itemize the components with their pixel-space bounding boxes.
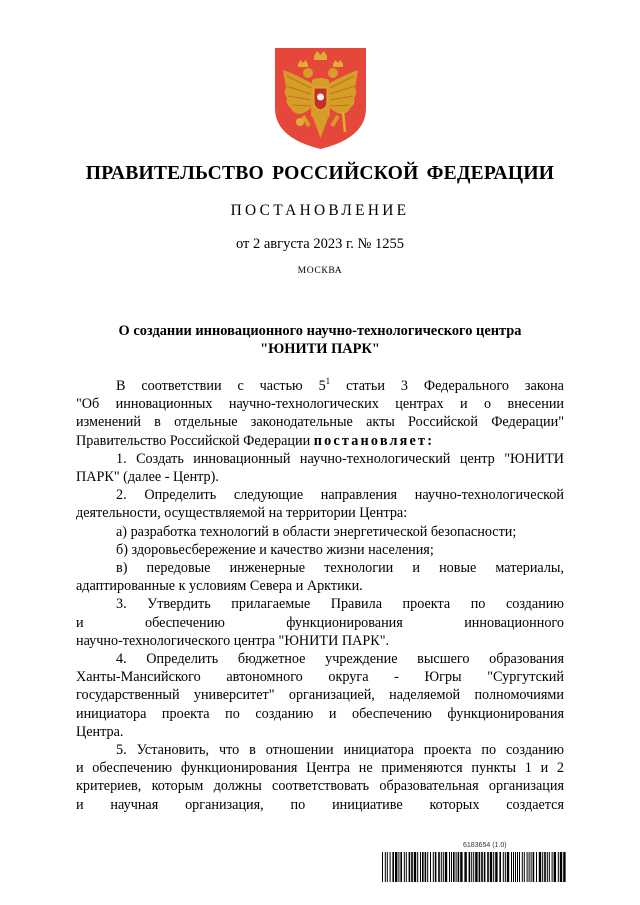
body-line: деятельности, осуществляемой на территории Центра: (76, 505, 408, 522)
body-line (76, 377, 564, 395)
body-line: "Об инновационных научно-технологических центрах и о внесении (76, 396, 564, 413)
government-title: ПРАВИТЕЛЬСТВО РОССИЙСКОЙ ФЕДЕРАЦИИ (85, 163, 555, 184)
document-date-number: от 2 августа 2023 г. № 1255 (235, 236, 405, 252)
body-line: б) здоровьесбережение и качество жизни населения; (116, 541, 434, 558)
body-line: адаптированные к условиям Севера и Арктики. (76, 578, 363, 595)
body-line: 3. Утвердить прилагаемые Правила проекта по созданию (116, 596, 564, 613)
coat-of-arms-icon (273, 46, 368, 151)
barcode-icon (382, 852, 566, 882)
document-type: ПОСТАНОВЛЕНИЕ (230, 202, 410, 219)
body-line: 5. Установить, что в отношении инициатора проекта по созданию (116, 742, 564, 759)
barcode-number: 6183654 (1.0) (463, 842, 507, 849)
body-text: Правительство Российской Федерации (76, 432, 314, 449)
body-line: 4. Определить бюджетное учреждение высшего образования (116, 651, 564, 668)
body-line (76, 432, 564, 450)
body-line: 2. Определить следующие направления научно-технологической (116, 487, 564, 504)
body-line: в) передовые инженерные технологии и новые материалы, (116, 560, 564, 577)
body-line: ПАРК" (далее - Центр). (76, 469, 219, 486)
document-title-line: О создании инновационного научно-технологического центра (118, 323, 522, 339)
body-line: и научная организация, по инициативе которых создается (76, 796, 564, 813)
body-line: Ханты-Мансийского автономного округа - Югры "Сургутский (76, 669, 564, 686)
body-line: научно-технологического центра "ЮНИТИ ПАРК". (76, 632, 390, 649)
body-line: 1. Создать инновационный научно-технологический центр "ЮНИТИ (116, 450, 564, 467)
body-line: и обеспечению функционирования Центра не применяются пункты 1 и 2 (76, 760, 564, 777)
decree-keyword: постановляет: (313, 432, 435, 449)
superscript: 1 (325, 376, 331, 386)
body-line: и обеспечению функционирования инновационного (76, 614, 564, 631)
document-body (76, 377, 564, 814)
document-title-line: "ЮНИТИ ПАРК" (260, 341, 380, 357)
body-text: статьи 3 Федерального закона (330, 378, 564, 394)
body-line: а) разработка технологий в области энергетической безопасности; (116, 523, 517, 540)
body-line: Центра. (76, 723, 124, 740)
document-city: МОСКВА (297, 265, 343, 276)
body-line: критериев, которым должны соответствовать образовательная организация (76, 778, 564, 795)
document-title (60, 322, 580, 358)
body-line: изменений в отдельные законодательные акты Российской Федерации" (76, 414, 564, 431)
body-line: инициатора проекта по созданию и обеспечению функционирования (76, 705, 564, 722)
body-text: В соответствии с частью 5 (116, 378, 326, 394)
body-line: государственный университет" организацией, наделяемой полномочиями (76, 687, 564, 704)
